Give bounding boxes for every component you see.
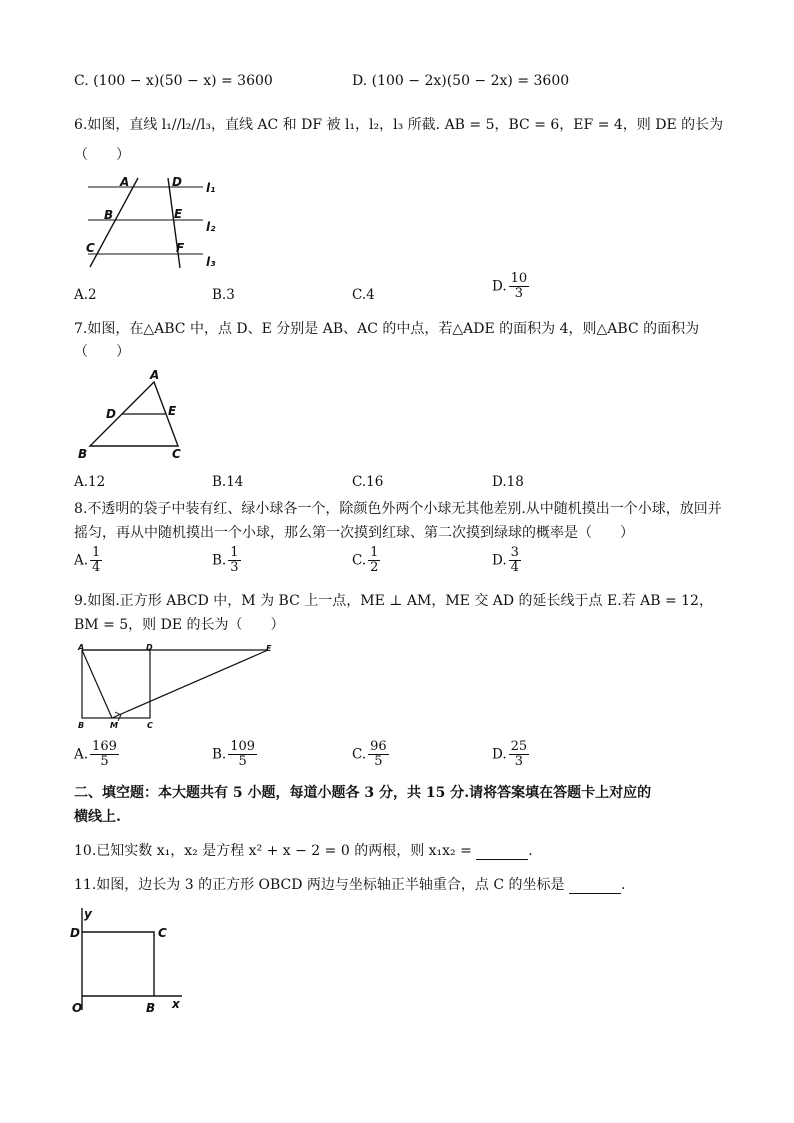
label-e: E	[266, 644, 272, 653]
label-b: B	[146, 1001, 156, 1015]
q7-option-c: C.16	[352, 474, 384, 490]
q8-stem-line2: 摇匀，再从中随机摸出一个小球，那么第一次摸到红球、第二次摸到绿球的概率是（ ）	[74, 525, 634, 541]
q6-option-b: B.3	[212, 287, 235, 303]
q8-option-b: B. $\frac{1}{3}$	[212, 545, 239, 575]
label-d: D	[106, 407, 116, 421]
q6-option-c: C.4	[352, 287, 375, 303]
q10-stem: 10.已知实数 x₁，x₂ 是方程 x² + x − 2 = 0 的两根，则 x₁x₂ =	[74, 843, 472, 859]
q8-option-c: C. $\frac{1}{2}$	[352, 545, 379, 575]
label-b: B	[78, 721, 85, 730]
label-o: O	[72, 1001, 83, 1015]
q10-answer-blank[interactable]	[476, 845, 528, 860]
label-l1: l₁	[206, 181, 216, 195]
segment-am	[82, 650, 112, 718]
label-d: D	[172, 175, 182, 189]
label-d: D	[70, 926, 80, 940]
q9-stem-line1: 9.如图.正方形 ABCD 中，M 为 BC 上一点，ME ⊥ AM，ME 交 AD 的延长线于点 E.若 AB = 12，	[74, 593, 713, 609]
label-c: C	[147, 721, 153, 730]
q11-figure	[70, 900, 200, 1020]
q9-option-a: A. $\frac{169}{5}$	[74, 739, 117, 769]
label-a: A	[78, 643, 85, 652]
q7-option-a: A.12	[74, 474, 106, 490]
label-l3: l₃	[206, 255, 216, 269]
label-c: C	[86, 241, 95, 255]
label-b: B	[78, 447, 88, 461]
segment-me	[112, 650, 268, 718]
label-f: F	[176, 241, 185, 255]
q9-option-d: D. $\frac{25}{3}$	[492, 739, 528, 769]
section-heading-line2: 横线上.	[74, 809, 121, 825]
label-e: E	[168, 404, 177, 418]
q7-figure	[74, 368, 194, 464]
square-abcd	[82, 650, 150, 718]
label-c: C	[172, 447, 181, 461]
q7-paren: （ ）	[74, 344, 130, 360]
label-b: B	[104, 208, 114, 222]
q11-answer-blank[interactable]	[569, 879, 621, 894]
q5-option-d: D. (100 − 2x)(50 − 2x) = 3600	[352, 73, 570, 89]
label-d: D	[146, 643, 153, 652]
q8-stem-line1: 8.不透明的袋子中装有红、绿小球各一个，除颜色外两个小球无其他差别.从中随机摸出一个小球，放回并	[74, 501, 722, 517]
q9-option-b: B. $\frac{109}{5}$	[212, 739, 256, 769]
q8-option-a: A. $\frac{1}{4}$	[74, 545, 101, 575]
label-e: E	[174, 207, 183, 221]
q7-option-b: B.14	[212, 474, 244, 490]
q11-stem: 11.如图，边长为 3 的正方形 OBCD 两边与坐标轴正半轴重合，点 C 的坐标是	[74, 877, 565, 893]
label-l2: l₂	[206, 220, 216, 234]
label-x: x	[172, 997, 180, 1011]
label-c: C	[158, 926, 167, 940]
q10-end: .	[528, 843, 533, 859]
q10-line	[74, 842, 533, 860]
q7-stem: 7.如图，在△ABC 中，点 D、E 分别是 AB、AC 的中点，若△ADE 的面积为 4，则△ABC 的面积为	[74, 321, 700, 337]
q11-end: .	[621, 877, 626, 893]
q9-option-c: C. $\frac{96}{5}$	[352, 739, 387, 769]
q6-figure	[78, 172, 228, 272]
label-y: y	[84, 907, 92, 921]
q8-option-d: D. $\frac{3}{4}$	[492, 545, 519, 575]
q9-stem-line2: BM = 5，则 DE 的长为（ ）	[74, 617, 285, 633]
q9-figure	[74, 642, 284, 732]
q11-line	[74, 876, 625, 894]
section-heading-line1: 二、填空题：本大题共有 5 小题，每道小题各 3 分，共 15 分.请将答案填在答题卡上对应的	[74, 785, 652, 801]
q7-option-d: D.18	[492, 474, 524, 490]
square-sides	[82, 932, 154, 996]
q5-option-c: C. (100 − x)(50 − x) = 3600	[74, 73, 273, 89]
label-a: A	[150, 368, 160, 382]
label-a: A	[120, 175, 130, 189]
q6-paren: （ ）	[74, 147, 130, 163]
q6-option-d: D. $\frac{10}{3}$	[492, 271, 528, 301]
q6-stem: 6.如图，直线 l₁//l₂//l₃，直线 AC 和 DF 被 l₁，l₂，l₃ 所截. AB = 5，BC = 6，EF = 4，则 DE 的长为	[74, 117, 724, 133]
q6-option-a: A.2	[74, 287, 97, 303]
label-m: M	[110, 721, 118, 730]
